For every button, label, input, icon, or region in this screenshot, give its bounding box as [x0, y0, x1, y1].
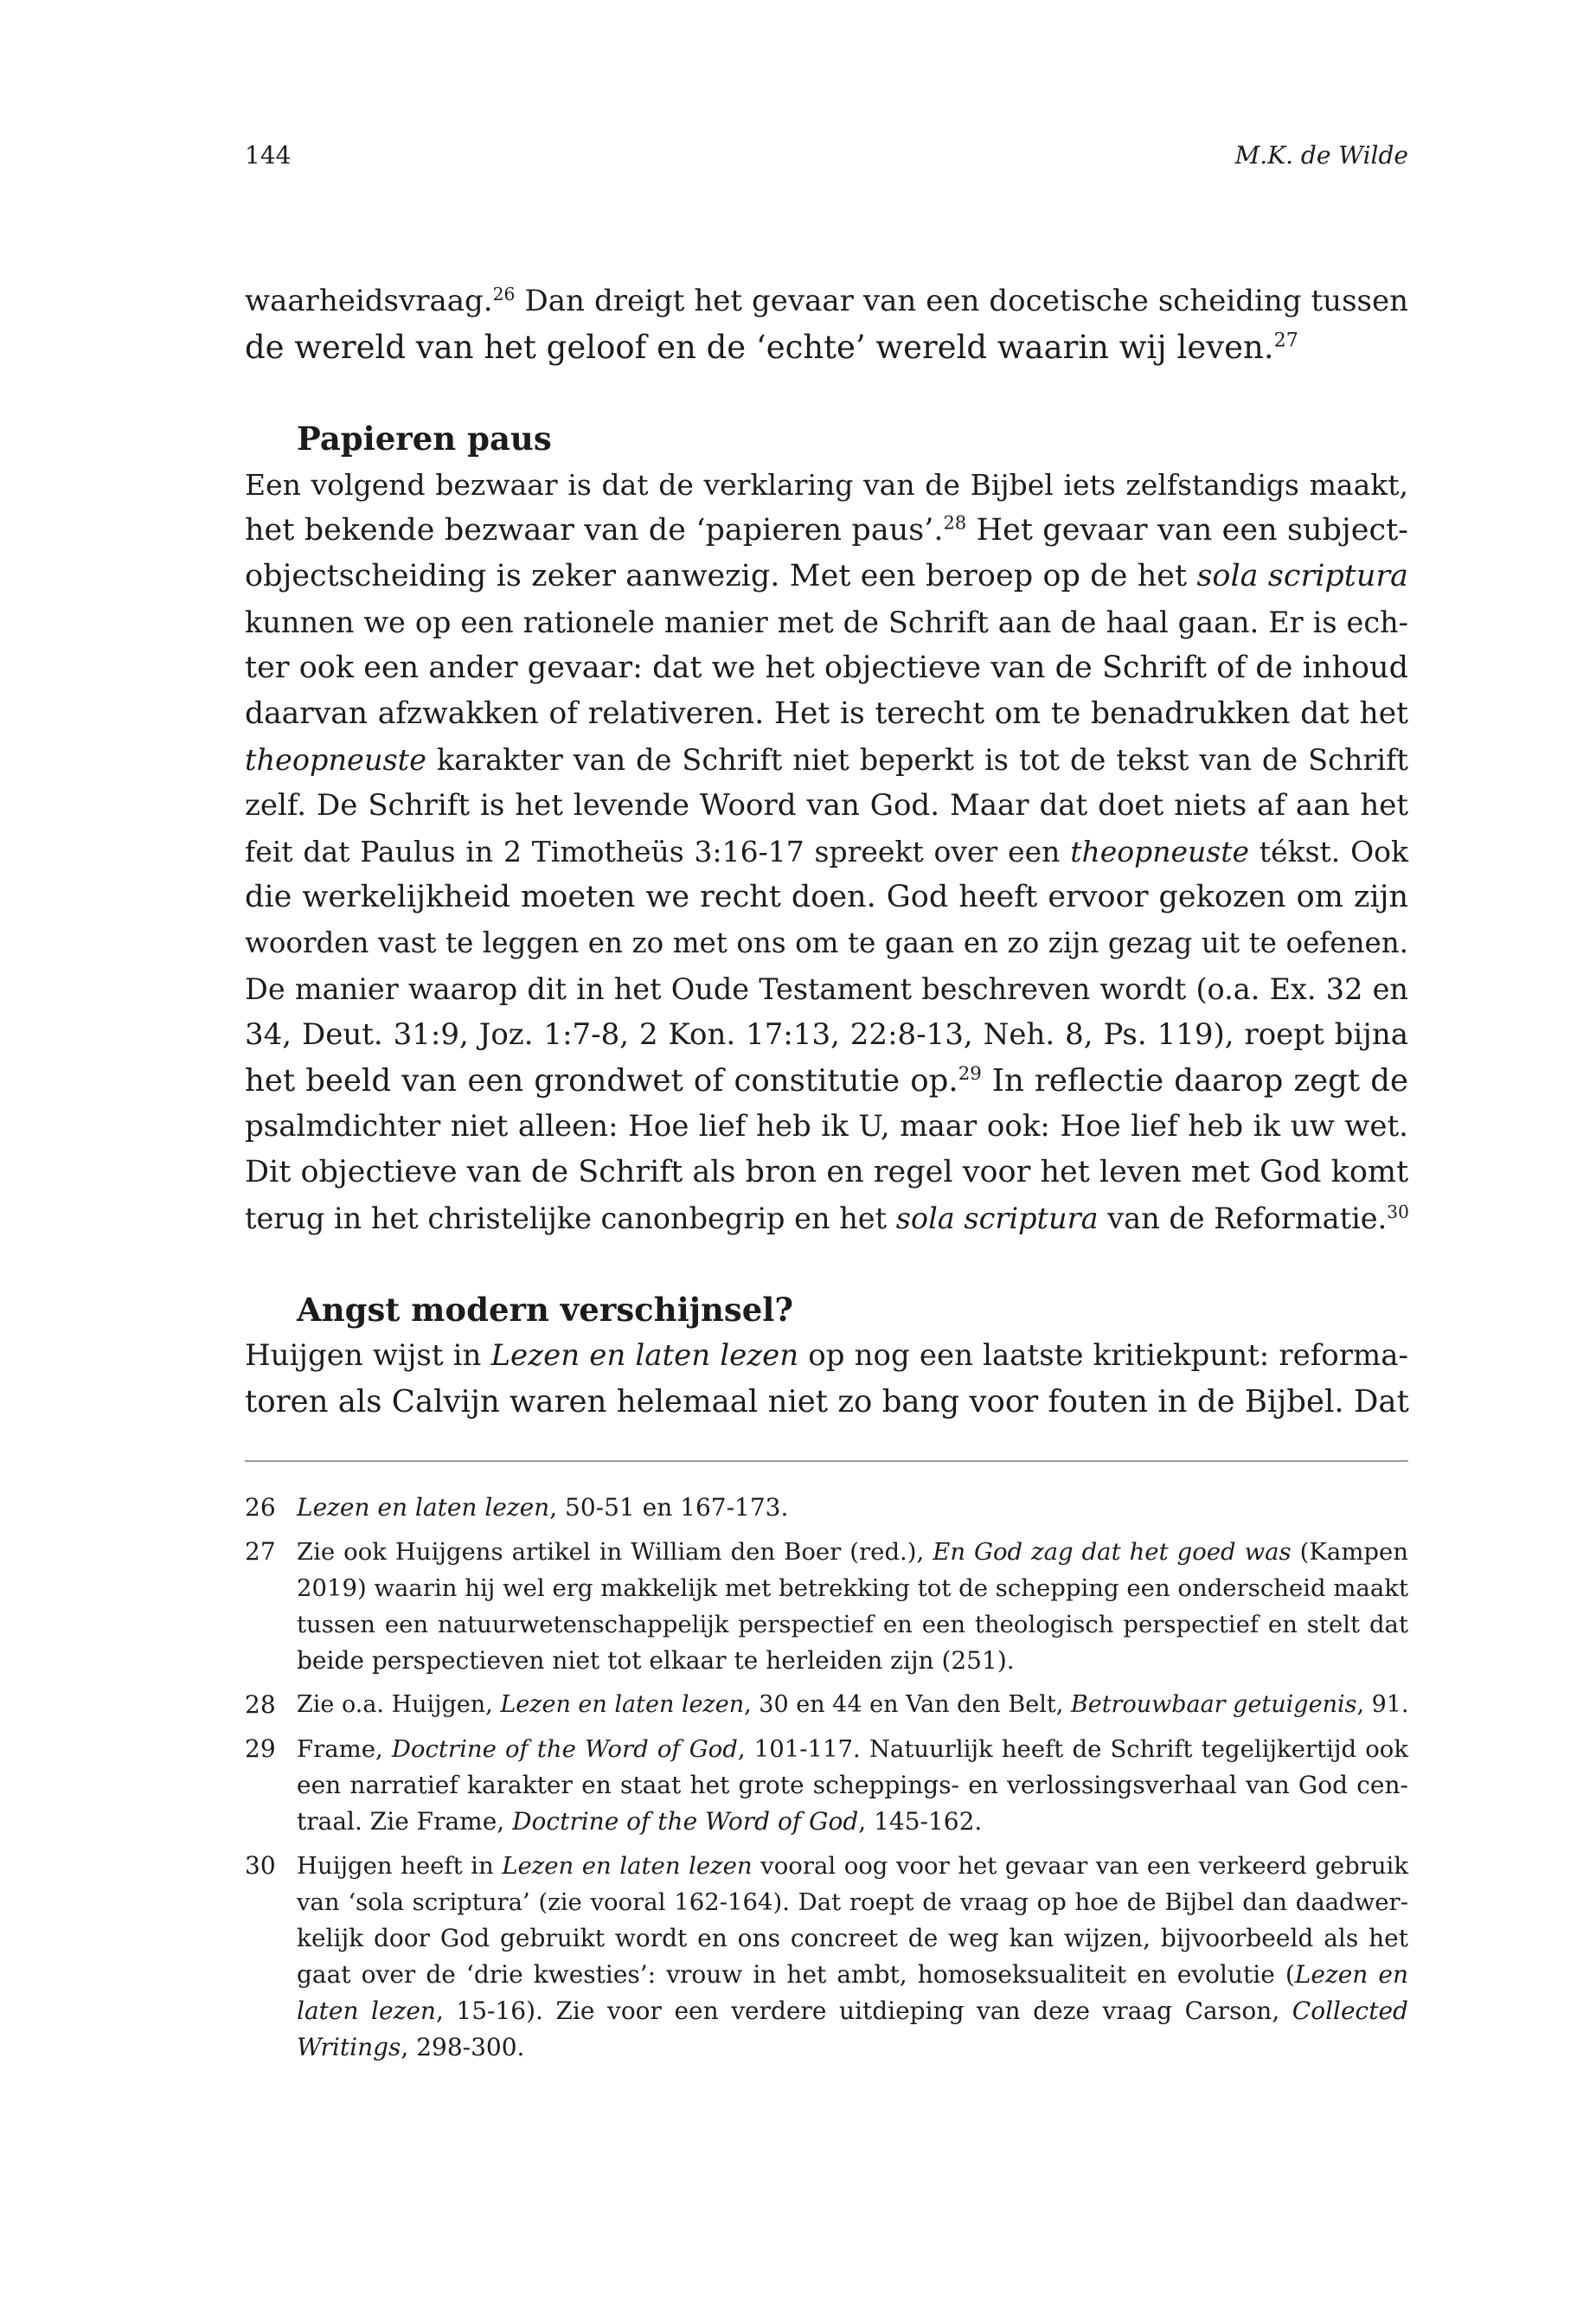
footnote-ref[interactable]: 30 — [1387, 1201, 1409, 1222]
body-line: theopneuste karakter van de Schrift niet beperkt is tot de tekst van de Schrift — [245, 743, 1408, 777]
footnote-line: laten lezen, 15-16). Zie voor een verdere uitdieping van deze vraag Carson, Collected — [297, 1997, 1408, 2025]
body-line: feit dat Paulus in 2 Timotheüs 3:16-17 spreekt over een theopneuste tékst. Ook — [245, 835, 1408, 868]
body-line: Een volgend bezwaar is dat de verklaring van de Bijbel iets zelfstandigs maakt, — [245, 468, 1408, 502]
body-line: daarvan afzwakken of relativeren. Het is terecht om te benadrukken dat het — [245, 696, 1408, 731]
footnote — [245, 1731, 1408, 1840]
body-line: psalmdichter niet alleen: Hoe lief heb ik U, maar ook: Hoe lief heb ik uw wet. — [245, 1109, 1408, 1144]
footnote-number: 27 — [245, 1537, 276, 1566]
footnote-line: tussen een natuurwetenschappelijk perspectief en een theologisch perspectief en stelt dat — [297, 1611, 1408, 1638]
footnote-line: Zie ook Huijgens artikel in William den Boer (red.), En God zag dat het goed was (Kampen — [297, 1538, 1408, 1566]
footnote-line: gaat over de ‘drie kwesties’: vrouw in het ambt, homoseksualiteit en evolutie (Lezen en — [297, 1960, 1408, 1989]
footnote — [245, 1490, 1408, 1526]
body-line: terug in het christelijke canonbegrip en het sola scriptura van de Reformatie.$^{30}$ — [245, 1201, 1409, 1235]
body-line: het beeld van een grondwet of constitutie op.$^{29}$ In reflectie daarop zegt de — [245, 1063, 1409, 1099]
body-line: toren als Calvijn waren helemaal niet zo bang voor fouten in de Bijbel. Dat — [245, 1384, 1409, 1420]
body-line: Dit objectieve van de Schrift als bron en regel voor het leven met God komt — [245, 1155, 1409, 1189]
footnote-number: 28 — [245, 1690, 276, 1719]
footnote-divider — [245, 1460, 1408, 1462]
footnote-line: 2019) waarin hij wel erg makkelijk met betrekking tot de schepping een onderscheid maakt — [297, 1574, 1408, 1602]
footnote-number: 29 — [245, 1734, 276, 1763]
footnote-ref[interactable]: 28 — [943, 512, 967, 534]
page — [245, 0, 1408, 2301]
body-line: Huijgen wijst in Lezen en laten lezen op nog een laatste kritiekpunt: reforma- — [245, 1338, 1409, 1373]
footnote-number: 30 — [245, 1851, 276, 1880]
footnote-line: Huijgen heeft in Lezen en laten lezen vooral oog voor het gevaar van een verkeerd gebruik — [297, 1852, 1408, 1880]
body-line: De manier waarop dit in het Oude Testament beschreven wordt (o.a. Ex. 32 en — [245, 972, 1408, 1006]
section-heading: Papieren paus — [297, 420, 552, 458]
body-line: 34, Deut. 31:9, Joz. 1:7-8, 2 Kon. 17:13, 22:8-13, Neh. 8, Ps. 119), roept bijna — [245, 1017, 1408, 1052]
footnote-line: traal. Zie Frame, Doctrine of the Word of God, 145-162. — [297, 1807, 983, 1836]
body-line: de wereld van het geloof en de ‘echte’ wereld waarin wij leven.$^{27}$ — [245, 329, 1298, 366]
running-head-author: M.K. de Wilde — [1234, 141, 1408, 170]
body-line: kunnen we op een rationele manier met de Schrift aan de haal gaan. Er is ech- — [245, 606, 1408, 639]
section-heading: Angst modern verschijnsel? — [297, 1291, 794, 1329]
footnote-ref[interactable]: 29 — [958, 1063, 982, 1086]
body-line: zelf. De Schrift is het levende Woord van God. Maar dat doet niets af aan het — [245, 788, 1408, 823]
footnote-line: beide perspectieven niet tot elkaar te herleiden zijn (251). — [297, 1646, 1015, 1675]
body-text — [245, 279, 1408, 1425]
footnote-ref[interactable]: 26 — [492, 283, 516, 304]
body-line: ter ook een ander gevaar: dat we het objectieve van de Schrift of de inhoud — [245, 651, 1408, 685]
footnote-line: Writings, 298-300. — [297, 2033, 525, 2061]
footnote-ref[interactable]: 27 — [1273, 329, 1298, 352]
footnote-number: 26 — [245, 1493, 276, 1522]
footnote-line: kelijk door God gebruikt wordt en ons concreet de weg kan wijzen, bijvoorbeeld als het — [297, 1924, 1408, 1952]
footnote — [245, 1848, 1408, 2066]
footnote-line: van ‘sola scriptura’ (zie vooral 162-164). Dat roept de vraag op hoe de Bijbel dan daadwer- — [297, 1888, 1408, 1916]
footnote-line: Lezen en laten lezen, 50-51 en 167-173. — [297, 1493, 789, 1522]
body-line: waarheidsvraag.$^{26}$ Dan dreigt het gevaar van een docetische scheiding tussen — [245, 283, 1408, 318]
body-line: objectscheiding is zeker aanwezig. Met een beroep op de het sola scriptura — [245, 559, 1409, 593]
footnote-line: Frame, Doctrine of the Word of God, 101-117. Natuurlijk heeft de Schrift tegelijkertijd ook — [297, 1735, 1409, 1763]
running-head — [245, 138, 1408, 173]
footnote-line: Zie o.a. Huijgen, Lezen en laten lezen, 30 en 44 en Van den Belt, Betrouwbaar getuigenis, 91. — [297, 1691, 1409, 1718]
body-line: het bekende bezwaar van de ‘papieren paus’.$^{28}$ Het gevaar van een subject- — [245, 512, 1408, 548]
body-line: die werkelijkheid moeten we recht doen. God heeft ervoor gekozen om zijn — [245, 880, 1408, 914]
footnote — [245, 1534, 1408, 1679]
footnote-line: een narratief karakter en staat het grote scheppings- en verlossingsverhaal van God cen- — [297, 1771, 1408, 1799]
footnote — [245, 1687, 1408, 1723]
footnotes — [245, 1490, 1408, 2073]
body-line: woorden vast te leggen en zo met ons om te gaan en zo zijn gezag uit te oefenen. — [245, 926, 1408, 959]
page-number: 144 — [245, 141, 292, 170]
